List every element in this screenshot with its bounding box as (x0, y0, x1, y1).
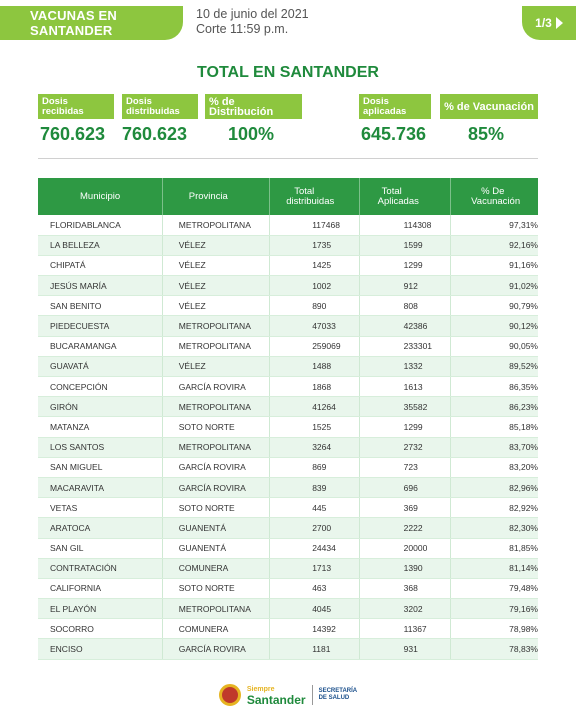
label-line: Dosis (126, 95, 152, 107)
header-total-aplicadas (359, 178, 451, 215)
cell-municipio: CHIPATÁ (38, 255, 162, 275)
date-line: 10 de junio del 2021 (196, 7, 309, 21)
cell-provincia: VÉLEZ (162, 235, 269, 255)
table-row (38, 619, 538, 639)
table-row (38, 316, 538, 336)
cell-municipio: EL PLAYÓN (38, 599, 162, 619)
cell-aplicadas: 20000 (359, 538, 451, 558)
cell-provincia: SOTO NORTE (162, 578, 269, 598)
cell-provincia: VÉLEZ (162, 255, 269, 275)
table-row (38, 336, 538, 356)
table-row (38, 599, 538, 619)
cell-aplicadas: 723 (359, 457, 451, 477)
label-line: % de Distribución (209, 95, 274, 118)
header-line: Aplicadas (377, 195, 419, 207)
cell-provincia: GUANENTÁ (162, 538, 269, 558)
cell-pct-vacunacion: 78,83% (451, 639, 538, 659)
divider (38, 158, 538, 159)
siempre-santander-logo (247, 685, 306, 706)
cell-distribuidas: 890 (270, 296, 359, 316)
cell-provincia: GARCÍA ROVIRA (162, 639, 269, 659)
logo-small-text: Siempre (246, 685, 275, 693)
stat-label-pct-distribucion (205, 94, 302, 119)
cell-distribuidas: 3264 (270, 437, 359, 457)
stat-value-pct-vacunacion: 85% (468, 124, 505, 144)
cell-distribuidas: 1181 (270, 639, 359, 659)
cell-pct-vacunacion: 79,16% (451, 599, 538, 619)
cell-aplicadas: 368 (359, 578, 451, 598)
header-line: Total (294, 185, 315, 197)
table-row (38, 437, 538, 457)
cell-municipio: BUCARAMANGA (38, 336, 162, 356)
logo-divider (312, 685, 313, 705)
label-line: recibidas (42, 105, 84, 117)
logo-big-text: Santander (246, 692, 306, 707)
cell-pct-vacunacion: 92,16% (451, 235, 538, 255)
cell-distribuidas: 14392 (270, 619, 359, 639)
cell-pct-vacunacion: 83,20% (451, 457, 538, 477)
cell-provincia: METROPOLITANA (162, 336, 269, 356)
cell-distribuidas: 117468 (270, 215, 359, 235)
cell-municipio: MACARAVITA (38, 477, 162, 497)
cell-distribuidas: 839 (270, 477, 359, 497)
label-line: % de Vacunación (444, 100, 534, 113)
cell-distribuidas: 2700 (270, 518, 359, 538)
cell-pct-vacunacion: 90,79% (451, 296, 538, 316)
footer-logos (0, 684, 576, 706)
stat-label-dosis-aplicadas (359, 94, 431, 119)
cell-municipio: SAN BENITO (38, 296, 162, 316)
cell-municipio: SAN MIGUEL (38, 457, 162, 477)
cell-aplicadas: 808 (359, 296, 451, 316)
table-row (38, 235, 538, 255)
page-indicator[interactable] (522, 6, 576, 40)
header-line: % De (481, 185, 505, 197)
cell-aplicadas: 233301 (359, 336, 451, 356)
cell-pct-vacunacion: 86,35% (451, 377, 538, 397)
cell-provincia: COMUNERA (162, 558, 269, 578)
cell-provincia: VÉLEZ (162, 356, 269, 376)
cell-municipio: MATANZA (38, 417, 162, 437)
sec-line: DE SALUD (318, 695, 350, 701)
santander-seal-icon (219, 684, 241, 706)
cell-aplicadas: 1599 (359, 235, 451, 255)
cell-pct-vacunacion: 86,23% (451, 397, 538, 417)
cell-aplicadas: 2222 (359, 518, 451, 538)
cell-provincia: METROPOLITANA (162, 316, 269, 336)
cell-municipio: GUAVATÁ (38, 356, 162, 376)
table-row (38, 377, 538, 397)
cell-distribuidas: 1525 (270, 417, 359, 437)
stat-value-dosis-distribuidas: 760.623 (122, 124, 188, 144)
cell-provincia: METROPOLITANA (162, 599, 269, 619)
cell-municipio: VETAS (38, 498, 162, 518)
cell-pct-vacunacion: 81,85% (451, 538, 538, 558)
cell-pct-vacunacion: 82,30% (451, 518, 538, 538)
cell-distribuidas: 4045 (270, 599, 359, 619)
sec-line: SECRETARÍA (318, 688, 358, 694)
cell-pct-vacunacion: 89,52% (451, 356, 538, 376)
cell-provincia: GUANENTÁ (162, 518, 269, 538)
next-arrow-icon[interactable] (556, 17, 563, 29)
cell-provincia: GARCÍA ROVIRA (162, 457, 269, 477)
cell-distribuidas: 869 (270, 457, 359, 477)
table-row (38, 356, 538, 376)
cell-municipio: LA BELLEZA (38, 235, 162, 255)
cell-municipio: SOCORRO (38, 619, 162, 639)
cell-municipio: SAN GIL (38, 538, 162, 558)
cell-distribuidas: 1425 (270, 255, 359, 275)
table-row (38, 255, 538, 275)
cell-provincia: VÉLEZ (162, 296, 269, 316)
cell-distribuidas: 41264 (270, 397, 359, 417)
cell-aplicadas: 912 (359, 276, 451, 296)
table-row (38, 397, 538, 417)
cell-provincia: METROPOLITANA (162, 215, 269, 235)
cell-pct-vacunacion: 97,31% (451, 215, 538, 235)
cell-distribuidas: 1002 (270, 276, 359, 296)
header-line: Total (381, 185, 402, 197)
header-line: distribuidas (286, 195, 335, 207)
page-title: VACUNAS EN SANTANDER (30, 8, 117, 38)
cell-municipio: CALIFORNIA (38, 578, 162, 598)
table-header-row (38, 178, 538, 215)
cell-municipio: PIEDECUESTA (38, 316, 162, 336)
report-date (196, 7, 309, 37)
cell-pct-vacunacion: 81,14% (451, 558, 538, 578)
cell-provincia: COMUNERA (162, 619, 269, 639)
cell-distribuidas: 24434 (270, 538, 359, 558)
cell-distribuidas: 463 (270, 578, 359, 598)
label-line: Dosis (363, 95, 389, 107)
label-line: Dosis (42, 95, 68, 107)
header-pct-vacunacion (451, 178, 538, 215)
cell-provincia: METROPOLITANA (162, 397, 269, 417)
cell-provincia: GARCÍA ROVIRA (162, 377, 269, 397)
summary-title: TOTAL EN SANTANDER (197, 64, 379, 81)
stat-label-pct-vacunacion (440, 94, 538, 119)
cell-pct-vacunacion: 90,12% (451, 316, 538, 336)
cell-distribuidas: 259069 (270, 336, 359, 356)
cell-distribuidas: 1713 (270, 558, 359, 578)
header-total-distribuidas (270, 178, 359, 215)
stat-label-dosis-recibidas (38, 94, 114, 119)
table-row (38, 276, 538, 296)
cell-aplicadas: 11367 (359, 619, 451, 639)
header-municipio: Municipio (38, 178, 162, 215)
stat-value-dosis-recibidas: 760.623 (40, 124, 106, 144)
table-row (38, 477, 538, 497)
stat-value-dosis-aplicadas: 645.736 (361, 124, 427, 144)
cell-aplicadas: 931 (359, 639, 451, 659)
cell-pct-vacunacion: 79,48% (451, 578, 538, 598)
cell-provincia: VÉLEZ (162, 276, 269, 296)
cell-provincia: GARCÍA ROVIRA (162, 477, 269, 497)
cell-aplicadas: 696 (359, 477, 451, 497)
page-header-tab (0, 6, 183, 40)
cell-provincia: SOTO NORTE (162, 498, 269, 518)
cell-distribuidas: 445 (270, 498, 359, 518)
cell-pct-vacunacion: 82,92% (451, 498, 538, 518)
table-row (38, 498, 538, 518)
table-row (38, 639, 538, 659)
table-row (38, 518, 538, 538)
header-provincia: Provincia (162, 178, 269, 215)
cell-municipio: ENCISO (38, 639, 162, 659)
stat-label-dosis-distribuidas (122, 94, 198, 119)
page-number: 1/3 (535, 16, 552, 30)
label-line: distribuidas (126, 105, 180, 117)
cutoff-line: Corte 11:59 p.m. (196, 22, 289, 36)
cell-aplicadas: 1332 (359, 356, 451, 376)
cell-aplicadas: 2732 (359, 437, 451, 457)
cell-distribuidas: 1735 (270, 235, 359, 255)
table-row (38, 457, 538, 477)
cell-aplicadas: 369 (359, 498, 451, 518)
cell-aplicadas: 1613 (359, 377, 451, 397)
cell-pct-vacunacion: 78,98% (451, 619, 538, 639)
vaccination-table (38, 178, 538, 660)
secretaria-salud-logo (319, 688, 358, 702)
cell-aplicadas: 42386 (359, 316, 451, 336)
cell-aplicadas: 35582 (359, 397, 451, 417)
stat-value-pct-distribucion: 100% (228, 124, 275, 144)
cell-municipio: ARATOCA (38, 518, 162, 538)
cell-municipio: GIRÓN (38, 397, 162, 417)
table-row (38, 558, 538, 578)
cell-pct-vacunacion: 91,02% (451, 276, 538, 296)
table-row (38, 538, 538, 558)
cell-municipio: FLORIDABLANCA (38, 215, 162, 235)
cell-aplicadas: 1299 (359, 417, 451, 437)
cell-municipio: JESÚS MARÍA (38, 276, 162, 296)
label-line: aplicadas (363, 105, 407, 117)
cell-distribuidas: 1868 (270, 377, 359, 397)
table-row (38, 215, 538, 235)
cell-municipio: LOS SANTOS (38, 437, 162, 457)
table-row (38, 417, 538, 437)
header-line: Vacunación (471, 195, 521, 207)
cell-aplicadas: 114308 (359, 215, 451, 235)
cell-pct-vacunacion: 83,70% (451, 437, 538, 457)
cell-municipio: CONCEPCIÓN (38, 377, 162, 397)
cell-aplicadas: 3202 (359, 599, 451, 619)
cell-aplicadas: 1390 (359, 558, 451, 578)
table-body (38, 215, 538, 659)
cell-provincia: SOTO NORTE (162, 417, 269, 437)
cell-distribuidas: 47033 (270, 316, 359, 336)
cell-pct-vacunacion: 85,18% (451, 417, 538, 437)
cell-distribuidas: 1488 (270, 356, 359, 376)
table-row (38, 578, 538, 598)
cell-municipio: CONTRATACIÓN (38, 558, 162, 578)
cell-pct-vacunacion: 91,16% (451, 255, 538, 275)
cell-pct-vacunacion: 82,96% (451, 477, 538, 497)
cell-pct-vacunacion: 90,05% (451, 336, 538, 356)
table-row (38, 296, 538, 316)
cell-provincia: METROPOLITANA (162, 437, 269, 457)
cell-aplicadas: 1299 (359, 255, 451, 275)
